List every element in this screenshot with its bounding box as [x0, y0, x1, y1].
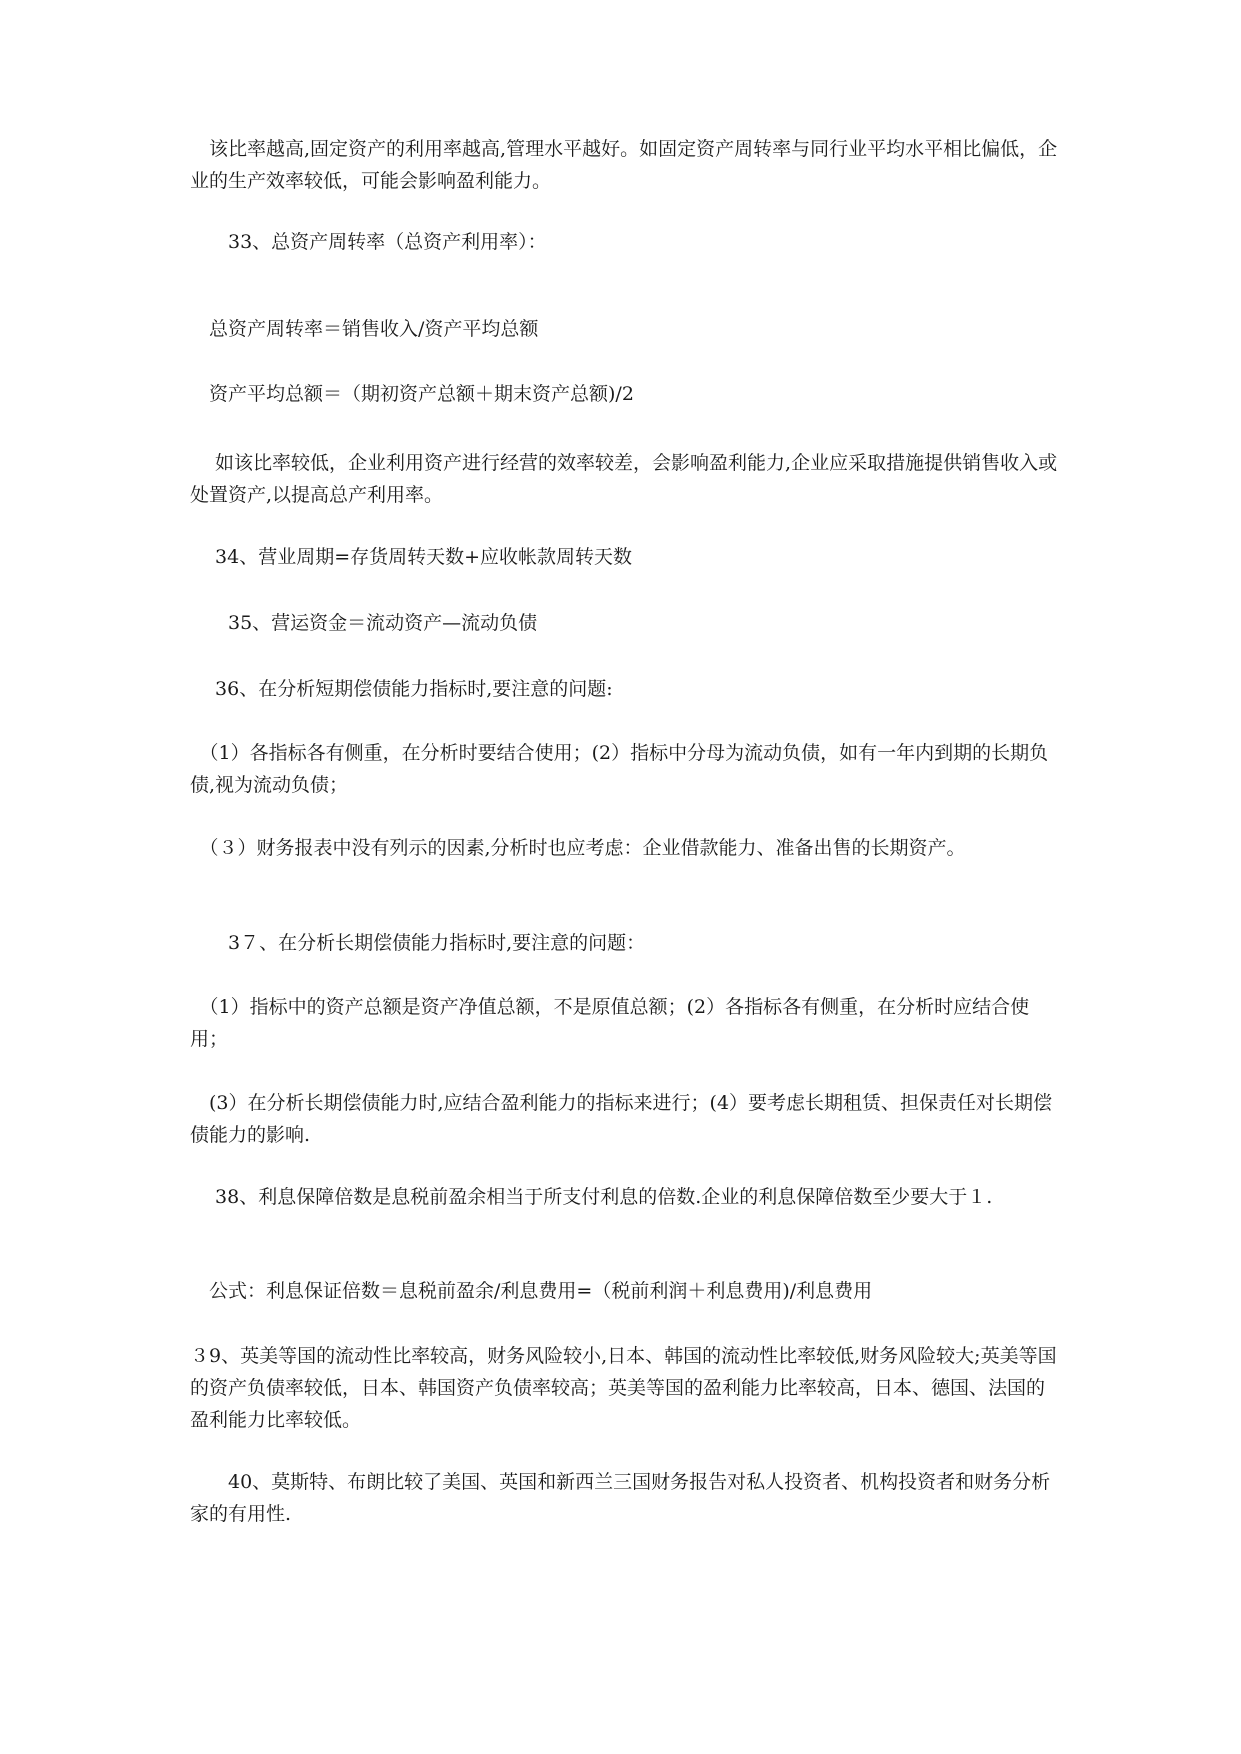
paragraph-fixed-asset-turnover-note: 该比率越高,固定资产的利用率越高,管理水平越好。如固定资产周转率与同行业平均水平相比偏低，企业的生产效率较低，可能会影响盈利能力。	[190, 138, 1058, 192]
formula-total-asset-turnover: 总资产周转率＝销售收入/资产平均总额	[190, 318, 539, 340]
paragraph-36-point-3: （３）财务报表中没有列示的因素,分析时也应考虑：企业借款能力、准备出售的长期资产。	[190, 837, 966, 859]
heading-33-total-asset-turnover: 33、总资产周转率（总资产利用率）：	[190, 231, 547, 253]
paragraph-37-points-1-2: （1）指标中的资产总额是资产净值总额，不是原值总额；(2）各指标各有侧重，在分析时应结合使用；	[190, 996, 1030, 1050]
paragraph-37-points-3-4: (3）在分析长期偿债能力时,应结合盈利能力的指标来进行；(4）要考虑长期租赁、担保责任对长期偿债能力的影响.	[190, 1092, 1053, 1146]
heading-37-long-term-solvency: 3７、在分析长期偿债能力指标时,要注意的问题：	[190, 932, 646, 954]
heading-34-operating-cycle: 34、营业周期=存货周转天数+应收帐款周转天数	[190, 546, 633, 568]
paragraph-38-interest-coverage: 38、利息保障倍数是息税前盈余相当于所支付利息的倍数.企业的利息保障倍数至少要大于１.	[190, 1186, 993, 1208]
heading-35-working-capital: 35、营运资金＝流动资产—流动负债	[190, 612, 538, 634]
formula-average-total-assets: 资产平均总额＝（期初资产总额＋期末资产总额)/2	[190, 383, 634, 405]
paragraph-39-country-comparison: ３9、英美等国的流动性比率较高，财务风险较小,日本、韩国的流动性比率较低,财务风险较大;英美等国的资产负债率较低，日本、韩国资产负债率较高；英美等国的盈利能力比率较高，日本、德国、法国的盈利能力比率较低。	[190, 1345, 1057, 1431]
paragraph-40-usefulness-study: 40、莫斯特、布朗比较了美国、英国和新西兰三国财务报告对私人投资者、机构投资者和财务分析家的有用性.	[190, 1471, 1051, 1525]
paragraph-low-ratio-note: 如该比率较低，企业利用资产进行经营的效率较差，会影响盈利能力,企业应采取措施提供销售收入或处置资产,以提高总产利用率。	[190, 452, 1058, 506]
heading-36-short-term-solvency: 36、在分析短期偿债能力指标时,要注意的问题:	[190, 678, 613, 700]
formula-interest-coverage: 公式：利息保证倍数＝息税前盈余/利息费用=（税前利润＋利息费用)/利息费用	[190, 1280, 873, 1302]
paragraph-36-points-1-2: （1）各指标各有侧重，在分析时要结合使用；(2）指标中分母为流动负债，如有一年内到期的长期负债,视为流动负债；	[190, 742, 1049, 796]
